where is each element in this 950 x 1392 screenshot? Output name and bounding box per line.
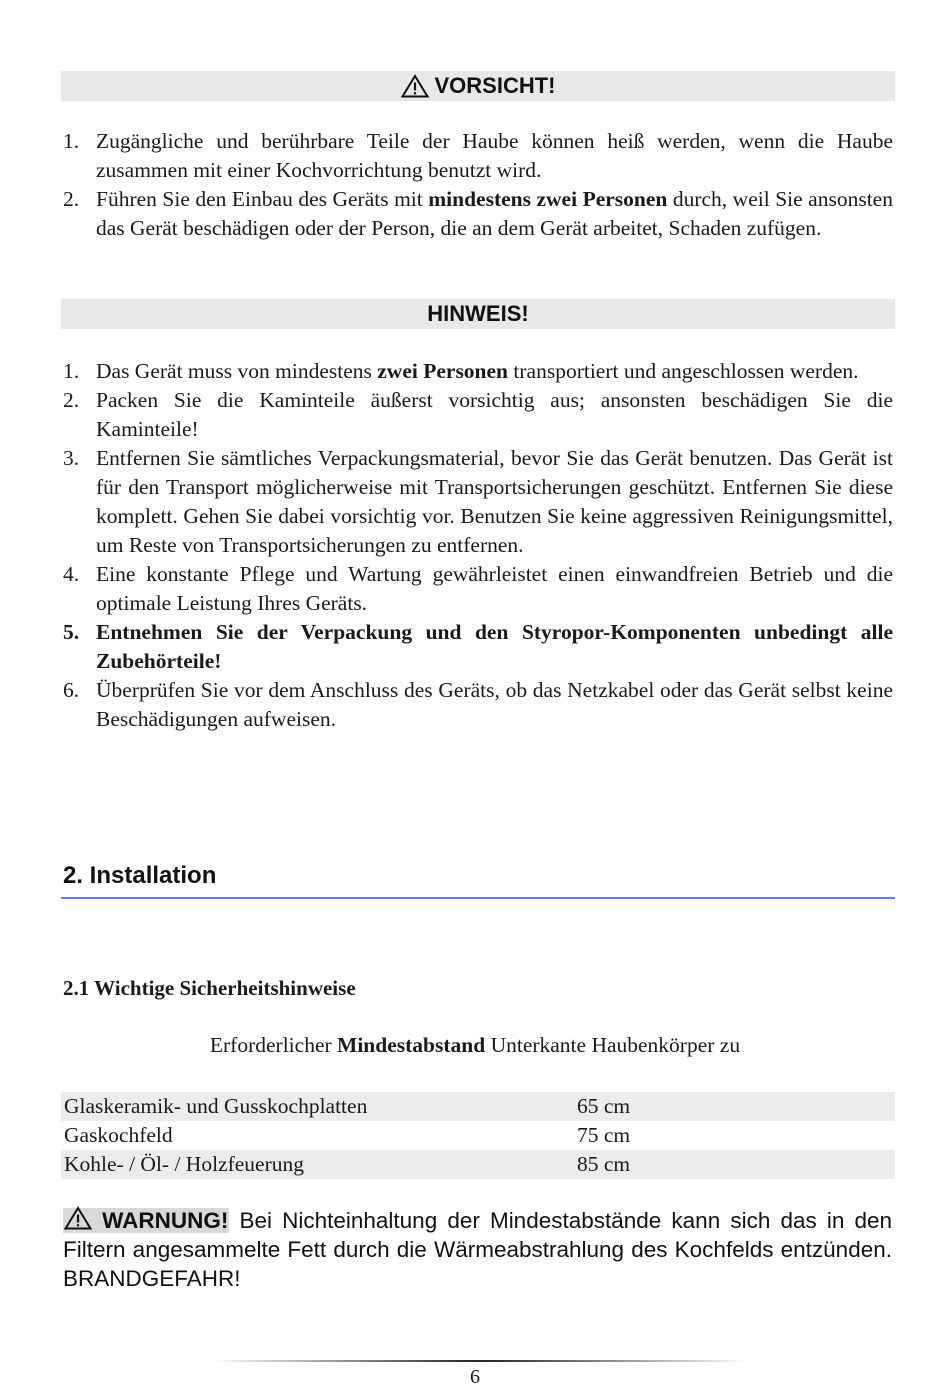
fire-warning	[63, 1206, 892, 1293]
notice-item-1: 1. Das Gerät muss von mindestens zwei Personen transportiert und angeschlossen werden.	[63, 359, 859, 383]
table-row	[61, 1092, 895, 1121]
distance-table	[61, 1092, 895, 1179]
distance-intro: Erforderlicher Mindestabstand Unterkante Haubenkörper zu	[209, 1033, 741, 1057]
distance-label: Kohle- / Öl- / Holzfeuerung	[61, 1150, 577, 1179]
page-number: 6	[470, 1366, 480, 1388]
subsection-title: 2.1 Wichtige Sicherheitshinweise	[63, 976, 356, 1000]
warning-triangle-icon	[401, 74, 429, 98]
distance-value: 75 cm	[577, 1123, 631, 1147]
notice-heading-bar	[61, 299, 895, 329]
notice-item-2: 2. Packen Sie die Kaminteile äußerst vorsichtig aus; ansonsten beschädigen Sie die Kaminteile!	[63, 388, 893, 441]
caution-heading: VORSICHT!	[434, 73, 556, 98]
table-row	[61, 1150, 895, 1179]
distance-label: Glaskeramik- und Gusskochplatten	[61, 1092, 577, 1121]
caution-list	[61, 127, 893, 243]
section-title: 2. Installation	[63, 862, 217, 889]
footer-divider	[210, 1360, 750, 1362]
distance-value: 65 cm	[577, 1092, 895, 1121]
warning-tag: WARNUNG!	[63, 1208, 229, 1233]
notice-heading: HINWEIS!	[427, 301, 529, 326]
notice-item-3: 3. Entfernen Sie sämtliches Verpackungsmaterial, bevor Sie das Gerät benutzen. Das Gerät ist für den Transport möglicherweise mit Transportsicherungen geschützt. Entfernen Sie diese komplett. Gehen Sie dabei vorsichtig vor. Benutzen Sie keine aggressiven Reinigungsmittel, um Reste von Transportsicherungen zu entfernen.	[63, 446, 893, 557]
distance-label: Gaskochfeld	[64, 1123, 173, 1147]
notice-item-4: 4. Eine konstante Pflege und Wartung gewährleistet einen einwandfreien Betrieb und die optimale Leistung Ihres Geräts.	[63, 562, 893, 615]
caution-item-1: 1. Zugängliche und berührbare Teile der Haube können heiß werden, wenn die Haube zusammen mit einer Kochvorrichtung benutzt wird.	[63, 129, 893, 182]
warning-triangle-icon	[64, 1206, 92, 1230]
caution-heading-bar	[61, 71, 895, 101]
table-row	[61, 1121, 895, 1150]
caution-item-2: 2. Führen Sie den Einbau des Geräts mit mindestens zwei Personen durch, weil Sie ansonsten das Gerät beschädigen oder der Person, die an dem Gerät arbeitet, Schaden zufügen.	[63, 187, 893, 240]
section-divider	[61, 897, 895, 899]
distance-value: 85 cm	[577, 1150, 895, 1179]
warning-text: Bei Nichteinhaltung der Mindestabstände kann sich das in den Filtern angesammelte Fett durch die Wärmeabstrahlung des Kochfelds entzünden. BRANDGEFAHR!	[63, 1208, 892, 1291]
notice-item-5: 5. Entnehmen Sie der Verpackung und den Styropor-Komponenten unbedingt alle Zubehörteile!	[63, 620, 893, 673]
notice-list	[61, 357, 893, 734]
notice-item-6: 6. Überprüfen Sie vor dem Anschluss des Geräts, ob das Netzkabel oder das Gerät selbst keine Beschädigungen aufweisen.	[63, 678, 893, 731]
